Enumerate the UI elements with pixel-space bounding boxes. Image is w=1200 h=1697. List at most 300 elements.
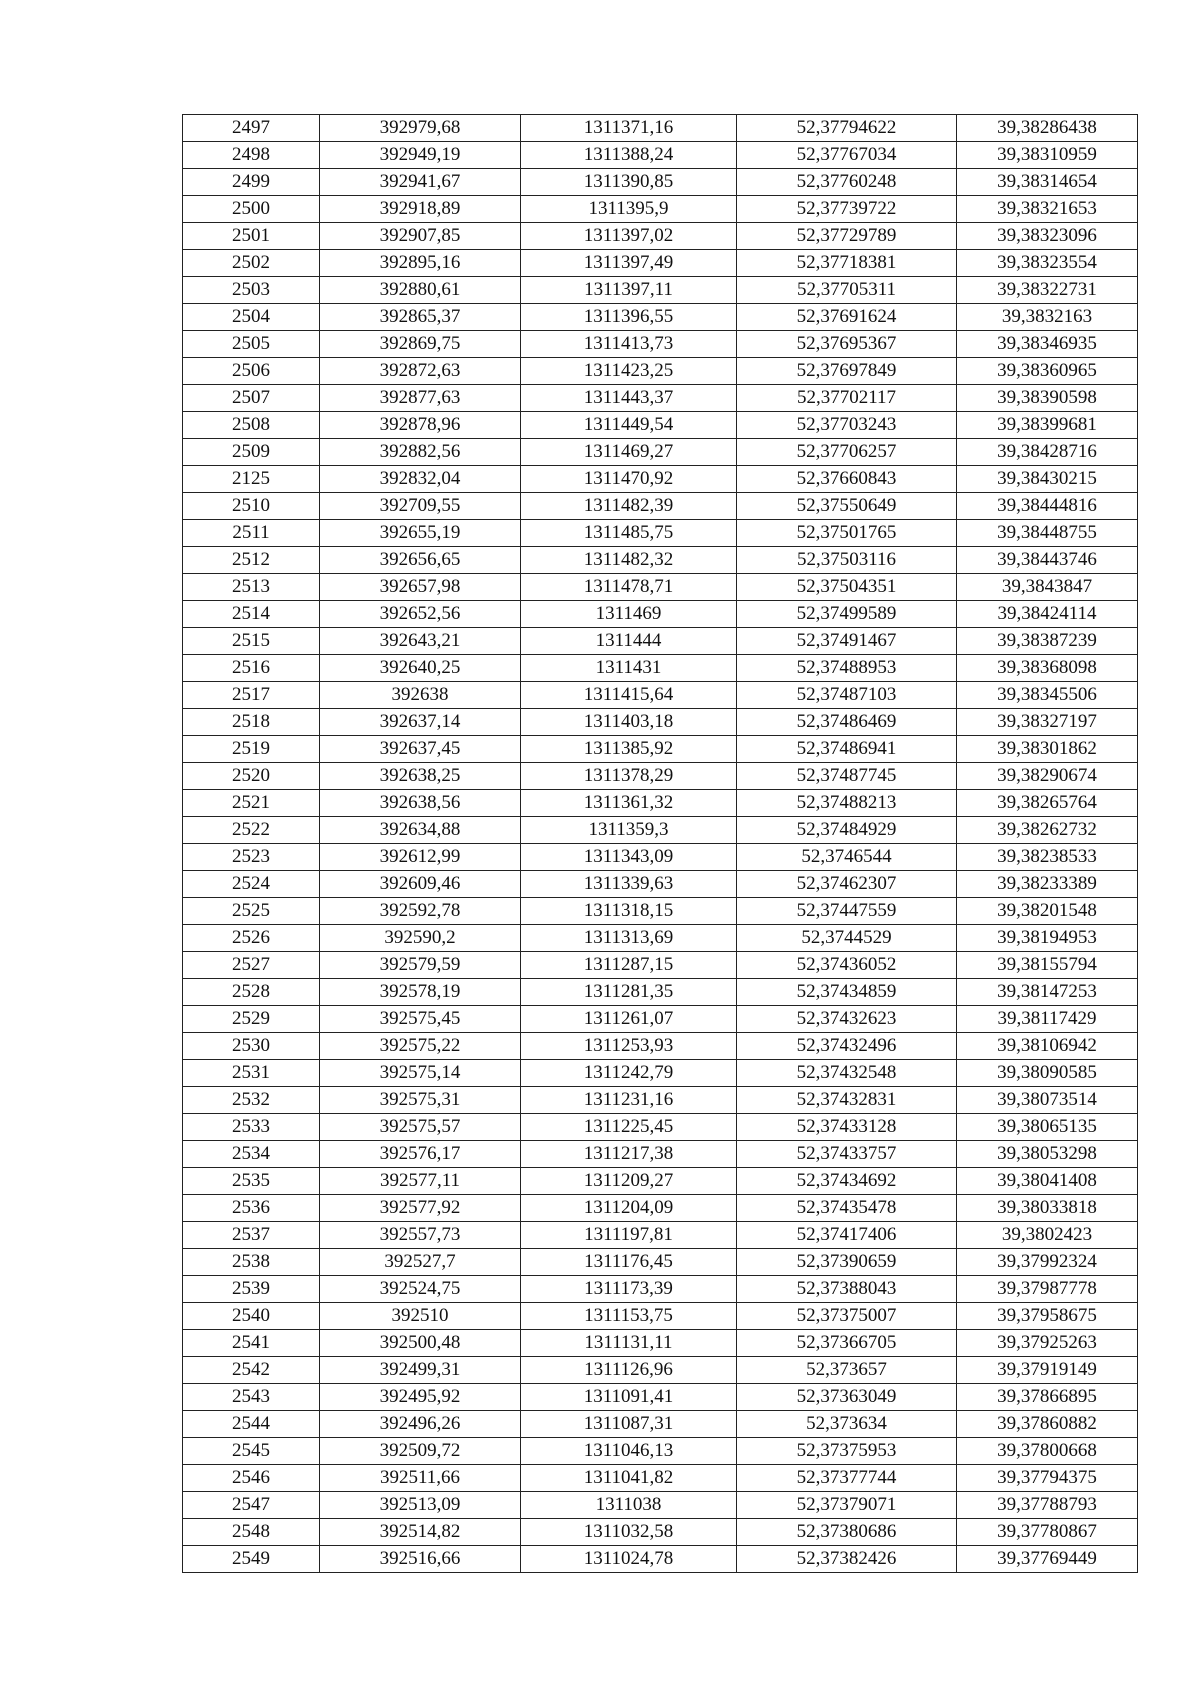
longitude-cell: 39,38327197 [957,709,1138,736]
longitude-cell: 39,37866895 [957,1384,1138,1411]
x-coordinate-cell: 392578,19 [320,979,521,1006]
table-row [183,1411,1138,1438]
longitude-cell: 39,37958675 [957,1303,1138,1330]
table-row [183,331,1138,358]
latitude-cell: 52,37462307 [737,871,957,898]
latitude-cell: 52,37504351 [737,574,957,601]
longitude-cell: 39,3843847 [957,574,1138,601]
x-coordinate-cell: 392609,46 [320,871,521,898]
table-row [183,574,1138,601]
latitude-cell: 52,37388043 [737,1276,957,1303]
table-row [183,115,1138,142]
latitude-cell: 52,37491467 [737,628,957,655]
longitude-cell: 39,38399681 [957,412,1138,439]
latitude-cell: 52,3746544 [737,844,957,871]
x-coordinate-cell: 392882,56 [320,439,521,466]
point-number-cell: 2501 [183,223,320,250]
longitude-cell: 39,37987778 [957,1276,1138,1303]
longitude-cell: 39,38314654 [957,169,1138,196]
table-row [183,1087,1138,1114]
y-coordinate-cell: 1311343,09 [521,844,737,871]
latitude-cell: 52,37432496 [737,1033,957,1060]
point-number-cell: 2520 [183,763,320,790]
table-row [183,1465,1138,1492]
table-row [183,1492,1138,1519]
x-coordinate-cell: 392575,57 [320,1114,521,1141]
point-number-cell: 2514 [183,601,320,628]
latitude-cell: 52,37703243 [737,412,957,439]
point-number-cell: 2537 [183,1222,320,1249]
table-row [183,277,1138,304]
longitude-cell: 39,38443746 [957,547,1138,574]
x-coordinate-cell: 392514,82 [320,1519,521,1546]
x-coordinate-cell: 392895,16 [320,250,521,277]
x-coordinate-cell: 392638 [320,682,521,709]
y-coordinate-cell: 1311444 [521,628,737,655]
y-coordinate-cell: 1311253,93 [521,1033,737,1060]
y-coordinate-cell: 1311485,75 [521,520,737,547]
latitude-cell: 52,37377744 [737,1465,957,1492]
table-row [183,358,1138,385]
coordinates-table [182,114,1138,1573]
y-coordinate-cell: 1311217,38 [521,1141,737,1168]
point-number-cell: 2524 [183,871,320,898]
table-row [183,1357,1138,1384]
latitude-cell: 52,37760248 [737,169,957,196]
y-coordinate-cell: 1311397,11 [521,277,737,304]
x-coordinate-cell: 392577,92 [320,1195,521,1222]
latitude-cell: 52,37550649 [737,493,957,520]
longitude-cell: 39,37788793 [957,1492,1138,1519]
x-coordinate-cell: 392640,25 [320,655,521,682]
x-coordinate-cell: 392577,11 [320,1168,521,1195]
table-row [183,1006,1138,1033]
longitude-cell: 39,38360965 [957,358,1138,385]
table-row [183,1276,1138,1303]
latitude-cell: 52,37702117 [737,385,957,412]
longitude-cell: 39,38090585 [957,1060,1138,1087]
latitude-cell: 52,37375953 [737,1438,957,1465]
table-row [183,925,1138,952]
table-row [183,169,1138,196]
latitude-cell: 52,37432623 [737,1006,957,1033]
y-coordinate-cell: 1311397,02 [521,223,737,250]
y-coordinate-cell: 1311131,11 [521,1330,737,1357]
table-row [183,790,1138,817]
point-number-cell: 2515 [183,628,320,655]
y-coordinate-cell: 1311024,78 [521,1546,737,1573]
latitude-cell: 52,37434859 [737,979,957,1006]
longitude-cell: 39,38194953 [957,925,1138,952]
table-row [183,709,1138,736]
x-coordinate-cell: 392878,96 [320,412,521,439]
x-coordinate-cell: 392576,17 [320,1141,521,1168]
table-row [183,412,1138,439]
longitude-cell: 39,37800668 [957,1438,1138,1465]
point-number-cell: 2521 [183,790,320,817]
point-number-cell: 2504 [183,304,320,331]
y-coordinate-cell: 1311318,15 [521,898,737,925]
table-row [183,223,1138,250]
y-coordinate-cell: 1311242,79 [521,1060,737,1087]
longitude-cell: 39,38430215 [957,466,1138,493]
y-coordinate-cell: 1311415,64 [521,682,737,709]
x-coordinate-cell: 392499,31 [320,1357,521,1384]
table-row [183,736,1138,763]
latitude-cell: 52,37366705 [737,1330,957,1357]
y-coordinate-cell: 1311390,85 [521,169,737,196]
longitude-cell: 39,38155794 [957,952,1138,979]
point-number-cell: 2499 [183,169,320,196]
longitude-cell: 39,37769449 [957,1546,1138,1573]
x-coordinate-cell: 392655,19 [320,520,521,547]
latitude-cell: 52,37380686 [737,1519,957,1546]
y-coordinate-cell: 1311470,92 [521,466,737,493]
longitude-cell: 39,38033818 [957,1195,1138,1222]
longitude-cell: 39,38238533 [957,844,1138,871]
x-coordinate-cell: 392918,89 [320,196,521,223]
latitude-cell: 52,37487745 [737,763,957,790]
longitude-cell: 39,38322731 [957,277,1138,304]
longitude-cell: 39,38262732 [957,817,1138,844]
table-row [183,682,1138,709]
x-coordinate-cell: 392592,78 [320,898,521,925]
y-coordinate-cell: 1311153,75 [521,1303,737,1330]
latitude-cell: 52,37488213 [737,790,957,817]
x-coordinate-cell: 392500,48 [320,1330,521,1357]
x-coordinate-cell: 392575,45 [320,1006,521,1033]
x-coordinate-cell: 392832,04 [320,466,521,493]
table-row [183,1060,1138,1087]
x-coordinate-cell: 392495,92 [320,1384,521,1411]
longitude-cell: 39,38041408 [957,1168,1138,1195]
y-coordinate-cell: 1311209,27 [521,1168,737,1195]
x-coordinate-cell: 392513,09 [320,1492,521,1519]
x-coordinate-cell: 392652,56 [320,601,521,628]
x-coordinate-cell: 392643,21 [320,628,521,655]
latitude-cell: 52,37375007 [737,1303,957,1330]
point-number-cell: 2512 [183,547,320,574]
latitude-cell: 52,37503116 [737,547,957,574]
latitude-cell: 52,37706257 [737,439,957,466]
latitude-cell: 52,37434692 [737,1168,957,1195]
x-coordinate-cell: 392496,26 [320,1411,521,1438]
point-number-cell: 2497 [183,115,320,142]
point-number-cell: 2542 [183,1357,320,1384]
x-coordinate-cell: 392590,2 [320,925,521,952]
latitude-cell: 52,37695367 [737,331,957,358]
point-number-cell: 2534 [183,1141,320,1168]
longitude-cell: 39,38106942 [957,1033,1138,1060]
x-coordinate-cell: 392575,14 [320,1060,521,1087]
y-coordinate-cell: 1311197,81 [521,1222,737,1249]
table-row [183,520,1138,547]
longitude-cell: 39,38265764 [957,790,1138,817]
point-number-cell: 2541 [183,1330,320,1357]
x-coordinate-cell: 392656,65 [320,547,521,574]
longitude-cell: 39,37794375 [957,1465,1138,1492]
latitude-cell: 52,37382426 [737,1546,957,1573]
latitude-cell: 52,373657 [737,1357,957,1384]
point-number-cell: 2530 [183,1033,320,1060]
y-coordinate-cell: 1311313,69 [521,925,737,952]
point-number-cell: 2536 [183,1195,320,1222]
table-row [183,1141,1138,1168]
x-coordinate-cell: 392509,72 [320,1438,521,1465]
latitude-cell: 52,37432548 [737,1060,957,1087]
point-number-cell: 2527 [183,952,320,979]
latitude-cell: 52,37487103 [737,682,957,709]
table-row [183,844,1138,871]
table-row [183,547,1138,574]
x-coordinate-cell: 392869,75 [320,331,521,358]
longitude-cell: 39,3802423 [957,1222,1138,1249]
table-row [183,1195,1138,1222]
longitude-cell: 39,38065135 [957,1114,1138,1141]
latitude-cell: 52,37435478 [737,1195,957,1222]
y-coordinate-cell: 1311469 [521,601,737,628]
x-coordinate-cell: 392511,66 [320,1465,521,1492]
latitude-cell: 52,37794622 [737,115,957,142]
latitude-cell: 52,37488953 [737,655,957,682]
x-coordinate-cell: 392907,85 [320,223,521,250]
point-number-cell: 2125 [183,466,320,493]
latitude-cell: 52,37447559 [737,898,957,925]
point-number-cell: 2533 [183,1114,320,1141]
table-row [183,250,1138,277]
point-number-cell: 2532 [183,1087,320,1114]
point-number-cell: 2531 [183,1060,320,1087]
y-coordinate-cell: 1311482,39 [521,493,737,520]
point-number-cell: 2546 [183,1465,320,1492]
x-coordinate-cell: 392872,63 [320,358,521,385]
point-number-cell: 2538 [183,1249,320,1276]
longitude-cell: 39,38424114 [957,601,1138,628]
point-number-cell: 2510 [183,493,320,520]
latitude-cell: 52,37767034 [737,142,957,169]
y-coordinate-cell: 1311423,25 [521,358,737,385]
y-coordinate-cell: 1311443,37 [521,385,737,412]
latitude-cell: 52,37691624 [737,304,957,331]
point-number-cell: 2529 [183,1006,320,1033]
y-coordinate-cell: 1311176,45 [521,1249,737,1276]
y-coordinate-cell: 1311361,32 [521,790,737,817]
point-number-cell: 2508 [183,412,320,439]
latitude-cell: 52,37379071 [737,1492,957,1519]
table-row [183,1519,1138,1546]
table-row [183,1330,1138,1357]
point-number-cell: 2549 [183,1546,320,1573]
longitude-cell: 39,38368098 [957,655,1138,682]
y-coordinate-cell: 1311091,41 [521,1384,737,1411]
y-coordinate-cell: 1311371,16 [521,115,737,142]
table-row [183,1384,1138,1411]
longitude-cell: 39,38345506 [957,682,1138,709]
longitude-cell: 39,38117429 [957,1006,1138,1033]
latitude-cell: 52,37433757 [737,1141,957,1168]
point-number-cell: 2517 [183,682,320,709]
y-coordinate-cell: 1311339,63 [521,871,737,898]
table-row [183,439,1138,466]
y-coordinate-cell: 1311413,73 [521,331,737,358]
table-row [183,196,1138,223]
latitude-cell: 52,37501765 [737,520,957,547]
y-coordinate-cell: 1311478,71 [521,574,737,601]
x-coordinate-cell: 392949,19 [320,142,521,169]
latitude-cell: 52,37390659 [737,1249,957,1276]
table-row [183,601,1138,628]
x-coordinate-cell: 392941,67 [320,169,521,196]
latitude-cell: 52,37739722 [737,196,957,223]
latitude-cell: 52,37729789 [737,223,957,250]
point-number-cell: 2518 [183,709,320,736]
y-coordinate-cell: 1311032,58 [521,1519,737,1546]
longitude-cell: 39,37919149 [957,1357,1138,1384]
longitude-cell: 39,38147253 [957,979,1138,1006]
y-coordinate-cell: 1311378,29 [521,763,737,790]
latitude-cell: 52,37705311 [737,277,957,304]
x-coordinate-cell: 392880,61 [320,277,521,304]
point-number-cell: 2516 [183,655,320,682]
point-number-cell: 2547 [183,1492,320,1519]
longitude-cell: 39,37992324 [957,1249,1138,1276]
x-coordinate-cell: 392575,22 [320,1033,521,1060]
point-number-cell: 2545 [183,1438,320,1465]
longitude-cell: 39,38201548 [957,898,1138,925]
latitude-cell: 52,37363049 [737,1384,957,1411]
point-number-cell: 2523 [183,844,320,871]
x-coordinate-cell: 392638,25 [320,763,521,790]
longitude-cell: 39,38448755 [957,520,1138,547]
x-coordinate-cell: 392634,88 [320,817,521,844]
y-coordinate-cell: 1311231,16 [521,1087,737,1114]
longitude-cell: 39,38323554 [957,250,1138,277]
table-row [183,385,1138,412]
longitude-cell: 39,3832163 [957,304,1138,331]
latitude-cell: 52,37484929 [737,817,957,844]
x-coordinate-cell: 392637,45 [320,736,521,763]
table-row [183,952,1138,979]
y-coordinate-cell: 1311396,55 [521,304,737,331]
point-number-cell: 2544 [183,1411,320,1438]
y-coordinate-cell: 1311173,39 [521,1276,737,1303]
longitude-cell: 39,37780867 [957,1519,1138,1546]
y-coordinate-cell: 1311281,35 [521,979,737,1006]
latitude-cell: 52,37417406 [737,1222,957,1249]
coordinates-table-body [183,115,1138,1573]
table-row [183,817,1138,844]
longitude-cell: 39,37860882 [957,1411,1138,1438]
y-coordinate-cell: 1311261,07 [521,1006,737,1033]
x-coordinate-cell: 392979,68 [320,115,521,142]
longitude-cell: 39,38233389 [957,871,1138,898]
longitude-cell: 39,38321653 [957,196,1138,223]
x-coordinate-cell: 392557,73 [320,1222,521,1249]
point-number-cell: 2505 [183,331,320,358]
longitude-cell: 39,38390598 [957,385,1138,412]
point-number-cell: 2540 [183,1303,320,1330]
table-row [183,466,1138,493]
table-row [183,979,1138,1006]
x-coordinate-cell: 392516,66 [320,1546,521,1573]
x-coordinate-cell: 392612,99 [320,844,521,871]
longitude-cell: 39,38323096 [957,223,1138,250]
y-coordinate-cell: 1311204,09 [521,1195,737,1222]
y-coordinate-cell: 1311046,13 [521,1438,737,1465]
y-coordinate-cell: 1311287,15 [521,952,737,979]
latitude-cell: 52,37499589 [737,601,957,628]
point-number-cell: 2526 [183,925,320,952]
y-coordinate-cell: 1311388,24 [521,142,737,169]
point-number-cell: 2500 [183,196,320,223]
longitude-cell: 39,38346935 [957,331,1138,358]
latitude-cell: 52,37436052 [737,952,957,979]
latitude-cell: 52,37433128 [737,1114,957,1141]
longitude-cell: 39,38073514 [957,1087,1138,1114]
y-coordinate-cell: 1311385,92 [521,736,737,763]
point-number-cell: 2511 [183,520,320,547]
point-number-cell: 2519 [183,736,320,763]
x-coordinate-cell: 392510 [320,1303,521,1330]
table-row [183,1249,1138,1276]
longitude-cell: 39,38301862 [957,736,1138,763]
table-row [183,1303,1138,1330]
y-coordinate-cell: 1311397,49 [521,250,737,277]
latitude-cell: 52,37486941 [737,736,957,763]
table-row [183,898,1138,925]
table-row [183,1222,1138,1249]
x-coordinate-cell: 392657,98 [320,574,521,601]
y-coordinate-cell: 1311482,32 [521,547,737,574]
x-coordinate-cell: 392709,55 [320,493,521,520]
x-coordinate-cell: 392877,63 [320,385,521,412]
longitude-cell: 39,38286438 [957,115,1138,142]
latitude-cell: 52,37486469 [737,709,957,736]
y-coordinate-cell: 1311359,3 [521,817,737,844]
point-number-cell: 2507 [183,385,320,412]
point-number-cell: 2522 [183,817,320,844]
point-number-cell: 2543 [183,1384,320,1411]
point-number-cell: 2525 [183,898,320,925]
table-row [183,763,1138,790]
longitude-cell: 39,37925263 [957,1330,1138,1357]
point-number-cell: 2509 [183,439,320,466]
y-coordinate-cell: 1311449,54 [521,412,737,439]
latitude-cell: 52,37697849 [737,358,957,385]
x-coordinate-cell: 392637,14 [320,709,521,736]
y-coordinate-cell: 1311403,18 [521,709,737,736]
table-row [183,142,1138,169]
x-coordinate-cell: 392527,7 [320,1249,521,1276]
point-number-cell: 2548 [183,1519,320,1546]
x-coordinate-cell: 392524,75 [320,1276,521,1303]
point-number-cell: 2502 [183,250,320,277]
latitude-cell: 52,3744529 [737,925,957,952]
y-coordinate-cell: 1311041,82 [521,1465,737,1492]
table-row [183,655,1138,682]
longitude-cell: 39,38290674 [957,763,1138,790]
point-number-cell: 2498 [183,142,320,169]
table-row [183,871,1138,898]
x-coordinate-cell: 392865,37 [320,304,521,331]
y-coordinate-cell: 1311469,27 [521,439,737,466]
y-coordinate-cell: 1311431 [521,655,737,682]
longitude-cell: 39,38387239 [957,628,1138,655]
table-row [183,1114,1138,1141]
point-number-cell: 2503 [183,277,320,304]
table-row [183,1546,1138,1573]
point-number-cell: 2528 [183,979,320,1006]
